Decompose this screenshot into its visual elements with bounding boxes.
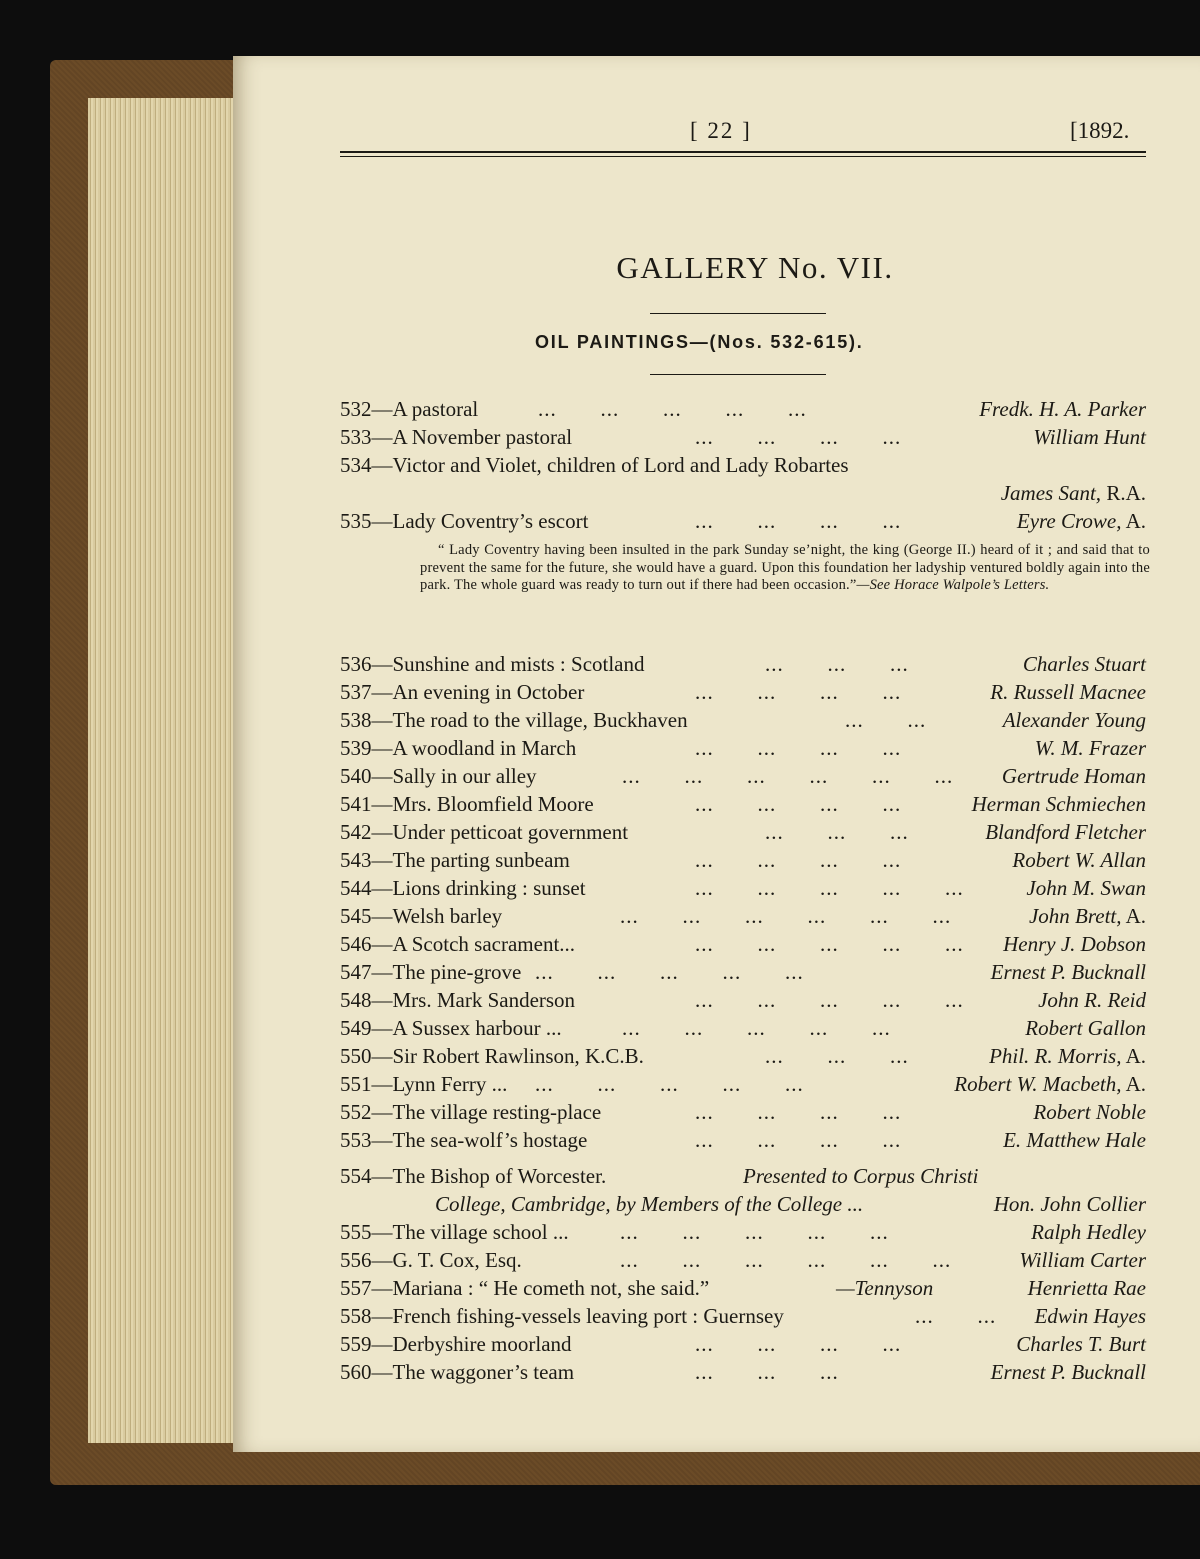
painting-title: 559—Derbyshire moorland <box>340 1332 572 1356</box>
gallery-title: GALLERY No. VII. <box>616 250 894 285</box>
artist-text: Robert W. Allan <box>1012 848 1146 872</box>
artist-text: Henry J. Dobson <box>1003 932 1146 956</box>
catalogue-entry <box>340 987 1146 1014</box>
leader-dots: ... ... ... ... ... ... <box>620 1248 952 1272</box>
leader-dots: ... ... ... ... <box>695 1332 902 1356</box>
catalogue-entry <box>340 1071 1146 1098</box>
catalogue-entry <box>340 651 1146 678</box>
catalogue-entry <box>340 707 1146 734</box>
painting-title: 556—G. T. Cox, Esq. <box>340 1248 522 1272</box>
catalogue-entry <box>340 931 1146 958</box>
painting-title: 542—Under petticoat government <box>340 820 629 844</box>
leader-dots: ... ... ... <box>765 820 909 844</box>
artist-name <box>1011 508 1146 535</box>
artist-name <box>985 959 1146 986</box>
artist-text: Phil. R. Morris, <box>989 1044 1122 1068</box>
artist-name <box>984 679 1146 706</box>
painting-title: 554—The Bishop of Worcester. <box>340 1164 607 1188</box>
leader-dots: ... ... ... ... <box>695 425 902 449</box>
painting-title: 534—Victor and Violet, children of Lord and Lady Robartes <box>340 453 849 477</box>
catalogue-entry <box>340 847 1146 874</box>
artist-name <box>1023 903 1146 930</box>
artist-name <box>1027 1099 1146 1126</box>
leader-dots: ... ... ... ... ... <box>620 1220 889 1244</box>
page-year: [1892. <box>1070 118 1130 143</box>
leader-dots: ... ... ... ... <box>695 680 902 704</box>
continuation-534 <box>340 480 1146 507</box>
painting-title: 544—Lions drinking : sunset <box>340 876 586 900</box>
artist-name <box>1032 987 1146 1014</box>
painting-title: 546—A Scotch sacrament... <box>340 932 576 956</box>
catalogue-entry <box>340 1303 1146 1330</box>
catalogue-entry <box>340 424 1146 451</box>
catalogue-entry <box>340 959 1146 986</box>
artist-text: Robert W. Macbeth, <box>954 1072 1122 1096</box>
artist-name <box>1029 735 1146 762</box>
painting-title: 548—Mrs. Mark Sanderson <box>340 988 576 1012</box>
artist-text: Ralph Hedley <box>1031 1220 1146 1244</box>
artist-text: Eyre Crowe, <box>1016 509 1122 533</box>
academy-suffix: A. <box>1121 904 1146 928</box>
continuation-554 <box>340 1191 1146 1218</box>
artist-name <box>1013 1247 1146 1274</box>
artist-text: William Hunt <box>1033 425 1146 449</box>
leader-dots: ... ... <box>845 708 927 732</box>
walpole-quote <box>420 542 1150 595</box>
artist-name <box>966 791 1146 818</box>
painting-title: 545—Welsh barley <box>340 904 503 928</box>
academy-suffix: A. <box>1121 1072 1146 1096</box>
leader-dots: ... ... ... ... <box>695 792 902 816</box>
leader-dots: ... ... ... ... ... <box>538 397 807 421</box>
academy-suffix: A. <box>1121 1044 1146 1068</box>
artist-name <box>983 1043 1146 1070</box>
artist-text: Gertrude Homan <box>1001 764 1146 788</box>
painting-title: 550—Sir Robert Rawlinson, K.C.B. <box>340 1044 644 1068</box>
header-rule <box>340 151 1146 153</box>
painting-title: 535—Lady Coventry’s escort <box>340 509 589 533</box>
painting-title: 541—Mrs. Bloomfield Moore <box>340 792 594 816</box>
catalogue-entry <box>340 903 1146 930</box>
quote-text: “ Lady Coventry having been insulted in the park Sunday se’night, the king (George II.) heard of it ; and said that to prevent the same for the future, she would have a guard. Upon this foundation her ladyship ventured boldly again into the park. The whole guard was ready to turn out if there had been occasion.” <box>420 542 1150 593</box>
artist-name <box>997 1127 1146 1154</box>
artist-text: Ernest P. Bucknall <box>990 1360 1146 1384</box>
artist-text: Blandford Fletcher <box>985 820 1146 844</box>
catalogue-entry <box>340 1359 1146 1386</box>
catalogue-entry <box>340 1015 1146 1042</box>
painting-title: 539—A woodland in March <box>340 736 577 760</box>
leader-dots: ... ... ... ... <box>695 736 902 760</box>
leader-dots: ... ... ... ... <box>695 848 902 872</box>
artist-554: Hon. John Collier <box>993 1192 1146 1216</box>
painting-title: 543—The parting sunbeam <box>340 848 570 872</box>
artist-name <box>1029 1303 1146 1330</box>
artist-text: Fredk. H. A. Parker <box>979 397 1146 421</box>
artist-name <box>1027 424 1146 451</box>
artist-text: E. Matthew Hale <box>1003 1128 1146 1152</box>
leader-dots: ... ... ... ... ... <box>695 876 964 900</box>
painting-title: 557—Mariana : “ He cometh not, she said.” <box>340 1276 710 1300</box>
quote-source: —See Horace Walpole’s Letters. <box>856 577 1050 593</box>
leader-dots: ... ... ... ... ... <box>695 932 964 956</box>
artist-text: John R. Reid <box>1038 988 1146 1012</box>
artist-text: Charles Stuart <box>1022 652 1146 676</box>
artist-text: John Brett, <box>1028 904 1122 928</box>
painting-title: 540—Sally in our alley <box>340 764 537 788</box>
artist-name <box>1017 651 1146 678</box>
artist-name <box>1019 1015 1146 1042</box>
artist-text: Charles T. Burt <box>1016 1332 1146 1356</box>
catalogue-entry <box>340 1127 1146 1154</box>
artist-name <box>948 1071 1146 1098</box>
painting-title: 551—Lynn Ferry ... <box>340 1072 508 1096</box>
artist-text: Robert Gallon <box>1025 1016 1146 1040</box>
artist-text: William Carter <box>1019 1248 1146 1272</box>
header-rule-thin <box>340 156 1146 157</box>
academy-suffix: A. <box>1121 509 1146 533</box>
painting-title: 558—French fishing-vessels leaving port : Guernsey <box>340 1304 784 1328</box>
leader-dots: ... ... ... ... ... ... <box>620 904 952 928</box>
catalogue-entry <box>340 1219 1146 1246</box>
leader-dots: ... ... ... ... ... <box>622 1016 891 1040</box>
artist-name <box>997 931 1146 958</box>
catalogue-entry <box>340 508 1146 535</box>
artist-text: Herman Schmiechen <box>971 792 1146 816</box>
leader-dots: ... ... ... ... <box>695 509 902 533</box>
continuation-557 <box>340 1275 1146 1302</box>
catalogue-entry <box>340 396 1146 423</box>
catalogue-entry <box>340 1331 1146 1358</box>
section-subtitle: OIL PAINTINGS—(Nos. 532-615). <box>535 332 864 352</box>
catalogue-entry <box>340 679 1146 706</box>
artist-name <box>979 819 1146 846</box>
artist-name <box>1020 875 1146 902</box>
painting-title: 549—A Sussex harbour ... <box>340 1016 562 1040</box>
painting-title: 560—The waggoner’s team <box>340 1360 575 1384</box>
leader-dots: ... ... ... <box>765 1044 909 1068</box>
artist-text: R. Russell Macnee <box>990 680 1146 704</box>
artist-name <box>1006 847 1146 874</box>
page-number: [ 22 ] <box>690 118 752 143</box>
leader-dots: ... ... ... <box>765 652 909 676</box>
title-rule <box>650 313 826 314</box>
artist-text: W. M. Frazer <box>1034 736 1146 760</box>
painting-title: 538—The road to the village, Buckhaven <box>340 708 688 732</box>
painting-title: 553—The sea-wolf’s hostage <box>340 1128 588 1152</box>
artist-text: Edwin Hayes <box>1034 1304 1146 1328</box>
leader-dots: ... ... ... <box>695 1360 839 1384</box>
artist-text: John M. Swan <box>1026 876 1146 900</box>
continuation-554-head <box>340 1163 1146 1190</box>
painting-title: 552—The village resting-place <box>340 1100 602 1124</box>
leader-dots: ... ... ... ... ... <box>535 1072 804 1096</box>
tennyson-attribution: —Tennyson <box>836 1276 934 1300</box>
painting-title: 555—The village school ... <box>340 1220 569 1244</box>
artist-text: Alexander Young <box>1002 708 1146 732</box>
leader-dots: ... ... <box>915 1304 997 1328</box>
college-note: College, Cambridge, by Members of the College ... <box>435 1192 864 1216</box>
leader-dots: ... ... ... ... <box>695 1100 902 1124</box>
catalogue-entry <box>340 791 1146 818</box>
painting-title: 547—The pine-grove <box>340 960 522 984</box>
leader-dots: ... ... ... ... ... ... <box>622 764 954 788</box>
presented-note: Presented to Corpus Christi <box>743 1164 979 1188</box>
leader-dots: ... ... ... ... ... <box>535 960 804 984</box>
artist-name <box>1025 1219 1146 1246</box>
artist-text: Ernest P. Bucknall <box>990 960 1146 984</box>
catalogue-entry <box>340 763 1146 790</box>
catalogue-entry <box>340 1247 1146 1274</box>
leader-dots: ... ... ... ... ... <box>695 988 964 1012</box>
catalogue-entry <box>340 452 1146 479</box>
artist-name <box>973 396 1146 423</box>
painting-title: 537—An evening in October <box>340 680 585 704</box>
catalogue-entry <box>340 1043 1146 1070</box>
artist-name <box>1010 1331 1146 1358</box>
catalogue-entry <box>340 819 1146 846</box>
artist-name <box>997 707 1146 734</box>
artist-text: Henrietta Rae <box>1027 1276 1146 1300</box>
artist-name <box>985 1359 1146 1386</box>
catalogue-entry <box>340 735 1146 762</box>
page-edges <box>88 98 238 1443</box>
painting-title: 536—Sunshine and mists : Scotland <box>340 652 645 676</box>
leader-dots: ... ... ... ... <box>695 1128 902 1152</box>
subtitle-rule <box>650 374 826 375</box>
painting-title: 532—A pastoral <box>340 397 479 421</box>
catalogue-entry <box>340 1099 1146 1126</box>
artist-text: Robert Noble <box>1033 1100 1146 1124</box>
artist-534: James Sant, R.A. <box>1000 481 1146 505</box>
painting-title: 533—A November pastoral <box>340 425 573 449</box>
artist-name <box>996 763 1146 790</box>
catalogue-entry <box>340 875 1146 902</box>
